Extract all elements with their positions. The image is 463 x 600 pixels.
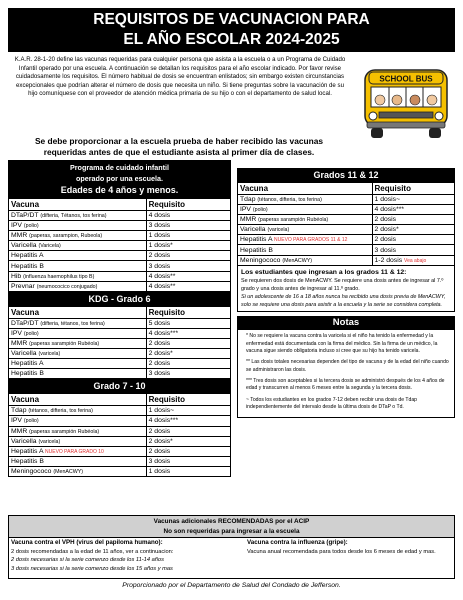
note-varicella: * No se requiere la vacuna contra la varicela si el niño ha tenido la enfermedad y la enfermedad está documentada con la firma del médico. Sin la firma de un médico, la vacuna sigue siendo obligatoria incluso si cree que su hijo ha tenido varicela. xyxy=(246,333,438,355)
vaccine-name: Hepatitis A xyxy=(11,360,44,368)
vaccine-note: (difteria, tétanos, tos ferina) xyxy=(40,320,105,327)
column-header-requirement: Requisito xyxy=(372,183,454,195)
requirements-columns xyxy=(8,160,455,550)
vaccine-note: (polio) xyxy=(23,223,39,230)
note-ipv-doses: *** Tres dosis son aceptables si la tercera dosis se administró después de los 4 años de edad y transcurren al menos 6 meses entre la segunda y la tercera dosis. xyxy=(246,377,445,392)
vaccine-name: IPV xyxy=(11,329,22,337)
intro-paragraph: K.A.R. 28-1-20 define las vacunas requeridas para cualquier persona que asista a la escuela o a un Programa de Cuidado Infantil operado por una escuela. A continuación se detallan los requisitos para el año escolar indicado. Por favor revise cuidadosamente los requisitos. El número habitual de dosis se encuentran enlistados; sin embargo existen circunstancias excepcionales que podrían alterar el número de dosis que necesita un niño. Si tiene preguntas sobre la vacunación de su hijo comuníquese con el proveedor de atención médica primaria de su hijo o con el departamento de salud local. xyxy=(14,56,346,98)
school-bus-icon xyxy=(359,56,453,140)
vaccine-name: Tdap xyxy=(11,407,27,415)
dose-count: 2 dosis xyxy=(146,446,230,456)
table-header-row xyxy=(9,199,231,211)
grade11-menacwy-note xyxy=(237,266,455,313)
dose-count: 3 dosis xyxy=(372,245,454,255)
vaccine-name: IPV xyxy=(240,206,251,214)
vaccine-note: (paperas, sarampion, Rubeola) xyxy=(29,233,103,240)
left-column xyxy=(8,160,231,477)
column-header-vaccine: Vacuna xyxy=(9,306,147,318)
infant-table xyxy=(8,198,231,292)
vaccine-name: Hepatitis A xyxy=(240,236,273,244)
table-row xyxy=(9,436,231,446)
vaccine-note: (MenACWY) xyxy=(282,257,313,264)
table-row xyxy=(9,466,231,476)
vaccine-note: (paperas sarampión Rubéola) xyxy=(29,428,100,435)
vaccine-name: MMR xyxy=(11,427,28,435)
dose-count: 1 dosis xyxy=(146,231,230,241)
vaccine-name: DTaP/DT xyxy=(11,319,39,327)
vaccine-name: Hib xyxy=(11,272,22,280)
vaccine-name: Hepatitis B xyxy=(240,246,273,254)
table-row xyxy=(9,328,231,338)
vaccine-name: Varicella xyxy=(11,350,37,358)
dose-count: 3 dosis xyxy=(146,456,230,466)
vaccine-note: (paperas sarampión Rubéola) xyxy=(258,217,329,224)
table-header-row xyxy=(9,306,231,318)
dose-count: 3 dosis xyxy=(146,221,230,231)
dose-count: 2 dosis xyxy=(146,426,230,436)
table-row xyxy=(9,349,231,359)
grade11-section-header: Grados 11 & 12 xyxy=(237,168,455,182)
column-header-vaccine: Vacuna xyxy=(9,394,147,406)
column-header-requirement: Requisito xyxy=(146,199,230,211)
dose-count: 1 dosis~ xyxy=(146,406,230,416)
dose-count: 1 dosis* xyxy=(146,241,230,251)
dose-count: 2 dosis xyxy=(146,359,230,369)
dose-count: 2 dosis* xyxy=(372,225,454,235)
table-row xyxy=(9,446,231,456)
flu-text: Vacuna anual recomendada para todos desde los 6 meses de edad y mas. xyxy=(247,548,436,555)
dose-count: 4 dosis xyxy=(146,211,230,221)
infant-header-line-2: operado por una escuela. xyxy=(75,174,164,183)
table-row xyxy=(9,211,231,221)
table-row xyxy=(9,426,231,436)
column-header-vaccine: Vacuna xyxy=(9,199,147,211)
vaccine-name: Hepatitis B xyxy=(11,262,44,270)
dose-count: 2 dosis* xyxy=(146,436,230,446)
infant-section-header xyxy=(8,160,231,198)
table-row xyxy=(238,225,455,235)
flu-recommendation xyxy=(247,539,452,556)
hpv-italic-1: 2 dosis necesarias si la serie comenzo desde los 11-14 años xyxy=(11,557,164,564)
vaccine-note: (difteria, Tétanos, tos ferina) xyxy=(40,213,107,220)
table-row xyxy=(9,241,231,251)
notes-header: Notas xyxy=(237,316,455,329)
table-row xyxy=(9,456,231,466)
vaccine-note: (tétanos, difteria, tos ferina) xyxy=(257,197,322,204)
vaccine-name: Varicella xyxy=(240,226,266,234)
dose-count: 2 dosis xyxy=(146,251,230,261)
table-row xyxy=(9,359,231,369)
vaccine-name: MMR xyxy=(11,339,28,347)
dose-count: 2 dosis xyxy=(146,338,230,348)
dose-count: 3 dosis xyxy=(146,369,230,379)
table-row xyxy=(9,369,231,379)
grade7-table xyxy=(8,393,231,477)
intro-section xyxy=(8,52,455,160)
hpv-italic-2: 3 dosis necesarias si la serie comenzo desde los 15 años y mas xyxy=(11,565,173,572)
right-column xyxy=(237,168,455,418)
vaccine-name: DTaP/DT xyxy=(11,212,39,220)
table-header-row xyxy=(9,394,231,406)
vaccine-name: Prevnar xyxy=(11,282,35,290)
recommended-header-line-1: Vacunas adicionales RECOMENDADAS por el ACIP xyxy=(153,518,310,525)
recommended-header xyxy=(9,516,454,538)
infant-header-line-1: Programa de cuidado infantil xyxy=(69,163,170,172)
column-header-vaccine: Vacuna xyxy=(238,183,373,195)
grade11-note-italic: Si un adolescente de 16 a 18 años nunca ha recibido una dosis previa de MenACWY, solo se requiere una dosis para asistir a la escuela y la serie se considera completa. xyxy=(241,294,446,309)
table-row xyxy=(9,221,231,231)
dose-count: 4 dosis** xyxy=(146,281,230,291)
table-row xyxy=(9,318,231,328)
dose-count: 3 dosis xyxy=(146,261,230,271)
table-row xyxy=(9,261,231,271)
grade11-note-title: Los estudiantes que ingresan a los grados 11 & 12: xyxy=(241,268,407,276)
vaccine-name: MMR xyxy=(240,216,257,224)
intro-proof-notice: Se debe proporcionar a la escuela prueba de haber recibido las vacunas requeridas antes de que el estudiante asista al primer día de clases. xyxy=(34,136,324,157)
vaccine-name: MMR xyxy=(11,232,28,240)
table-row xyxy=(238,245,455,255)
new-requirement-flag: NUEVO PARA GRADO 10 xyxy=(45,448,104,455)
table-row xyxy=(238,205,455,215)
column-header-requirement: Requisito xyxy=(146,394,230,406)
title-banner xyxy=(8,8,455,52)
kdg-table xyxy=(8,306,231,380)
vaccine-name: Tdap xyxy=(240,196,256,204)
title-line-2: EL AÑO ESCOLAR 2024-2025 xyxy=(123,31,340,48)
flu-title: Vacuna contra la influenza (gripe): xyxy=(247,539,348,546)
dose-count: 1-2 dosis xyxy=(374,256,403,264)
vaccine-note: (varicela) xyxy=(267,227,290,234)
vaccine-name: Varicella xyxy=(11,242,37,250)
dose-count: 4 dosis*** xyxy=(372,205,454,215)
see-below-note: Vea abajo xyxy=(404,257,427,264)
hpv-recommendation xyxy=(11,539,239,573)
dose-count: 5 dosis xyxy=(146,318,230,328)
bus-sign-text: SCHOOL BUS xyxy=(379,74,433,84)
grade7-section-header: Grado 7 - 10 xyxy=(8,379,231,393)
vaccine-note: (polio) xyxy=(23,418,39,425)
vaccine-name: Meningococo xyxy=(240,256,281,264)
grade11-note-text: Se requieren dos dosis de MenACWY. Se requiere una dosis antes de ingresar al 7.º grado y una dosis antes de ingresar al 11.º grado. xyxy=(241,277,444,292)
infant-header-line-3: Edades de 4 años y menos. xyxy=(60,185,179,195)
recommended-header-line-2: No son requeridas para ingresar a la escuela xyxy=(163,528,300,535)
grade11-table xyxy=(237,182,455,266)
vaccine-name: IPV xyxy=(11,222,22,230)
table-row xyxy=(238,255,455,265)
vaccine-note: (neumococico conjugado) xyxy=(36,283,98,290)
dose-count: 2 dosis xyxy=(372,235,454,245)
notes-body xyxy=(237,329,455,418)
table-row xyxy=(9,406,231,416)
table-row xyxy=(9,281,231,291)
vaccine-note: (paperas sarampión Rubéola) xyxy=(29,340,100,347)
vaccine-note: (varicela) xyxy=(38,438,61,445)
document-page xyxy=(8,8,455,593)
note-tdap: ~ Todos los estudiantes en los grados 7-12 deben recibir una dosis de Tdap independientemente del intervalo desde la última dosis de DTaP o Td. xyxy=(246,396,417,410)
hpv-text: 2 dosis recomendadas a la edad de 11 años, ver a continuacion: xyxy=(11,548,174,555)
footer-credit: Proporcionado por el Departamento de Salud del Condado de Jefferson. xyxy=(122,582,341,589)
vaccine-note: (influenza haemophilus tipo B) xyxy=(23,273,95,280)
dose-count: 2 dosis* xyxy=(146,349,230,359)
vaccine-name: Hepatitis B xyxy=(11,370,44,378)
table-header-row xyxy=(238,183,455,195)
vaccine-name: Hepatitis B xyxy=(11,457,44,465)
table-row xyxy=(238,215,455,225)
title-line-1: REQUISITOS DE VACUNACION PARA xyxy=(93,11,370,28)
vaccine-note: (varicela) xyxy=(38,351,61,358)
dose-count: 4 dosis** xyxy=(146,271,230,281)
new-requirement-flag: NUEVO PARA GRADOS 11 & 12 xyxy=(274,237,348,244)
vaccine-note: (tétanos, difteria, tos ferina) xyxy=(28,408,93,415)
recommended-vaccines-box xyxy=(8,515,455,579)
dose-count: 1 dosis xyxy=(146,466,230,476)
table-row xyxy=(9,416,231,426)
dose-count: 4 dosis*** xyxy=(146,328,230,338)
dose-count: 4 dosis*** xyxy=(146,416,230,426)
vaccine-note: (polio) xyxy=(23,330,39,337)
kdg-section-header: KDG - Grado 6 xyxy=(8,292,231,306)
table-row xyxy=(9,231,231,241)
note-total-doses: ** Las dosis totales necesarias dependen del tipo de vacuna y de la edad del niño cuando se administraron las dosis. xyxy=(246,359,449,373)
dose-count: 1 dosis~ xyxy=(372,195,454,205)
table-row xyxy=(238,195,455,205)
column-header-requirement: Requisito xyxy=(146,306,230,318)
vaccine-name: Meningococo xyxy=(11,467,52,475)
vaccine-note: (Varicela) xyxy=(38,243,61,250)
table-row xyxy=(238,235,455,245)
hpv-title: Vacuna contra el VPH (virus del papiloma humano): xyxy=(11,539,163,546)
vaccine-name: Hepatitis A xyxy=(11,252,44,260)
vaccine-name: Hepatitis A xyxy=(11,447,44,455)
table-row xyxy=(9,251,231,261)
table-row xyxy=(9,271,231,281)
vaccine-note: (polio) xyxy=(252,207,268,214)
vaccine-name: IPV xyxy=(11,417,22,425)
vaccine-note: (MenACWY) xyxy=(53,468,84,475)
table-row xyxy=(9,338,231,348)
vaccine-name: Varicella xyxy=(11,437,37,445)
dose-count: 2 dosis xyxy=(372,215,454,225)
